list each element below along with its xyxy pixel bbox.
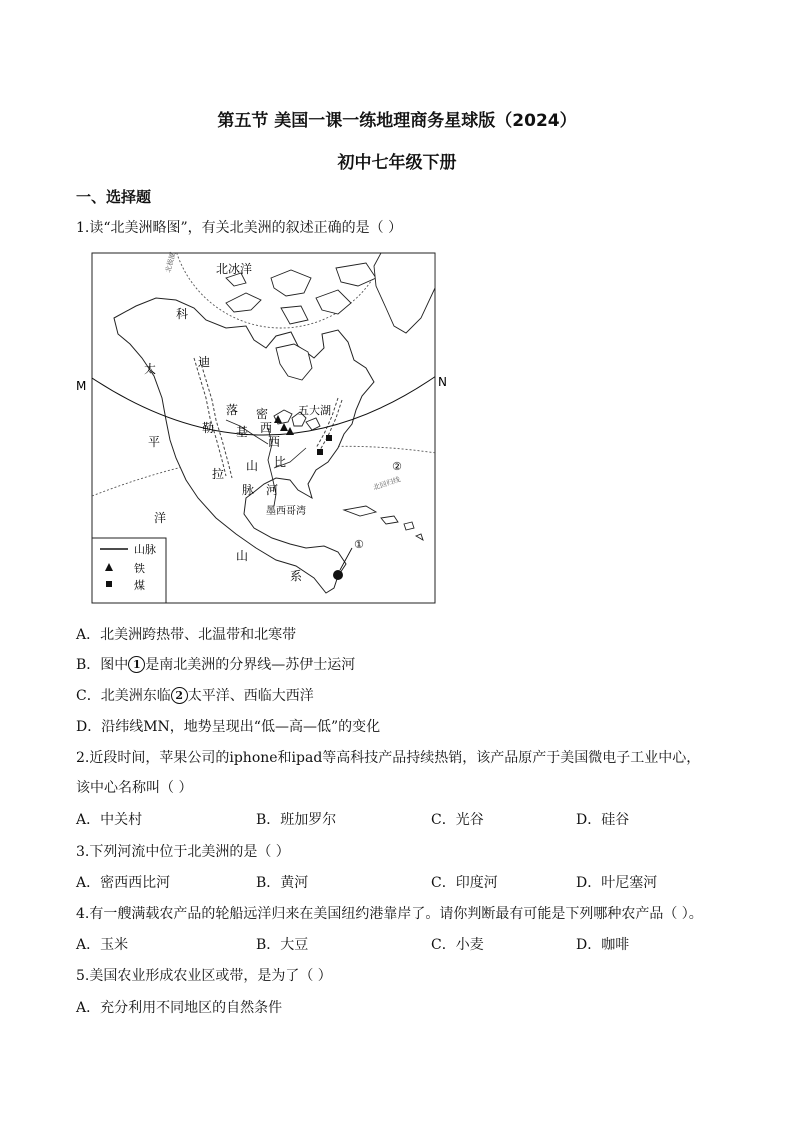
map-label-mai: 脉 [242,483,255,497]
question-1-stem: 1.读“北美洲略图”，有关北美洲的叙述正确的是（ ） [76,220,403,236]
question-5-stem: 5.美国农业形成农业区或带，是为了（ ） [76,968,332,984]
q5-option-a[interactable]: A．充分利用不同地区的自然条件 [76,1000,283,1016]
map-label-xi-sys: 系 [290,569,303,583]
page-subtitle: 初中七年级下册 [337,153,457,173]
q3-option-c[interactable]: C．印度河 [431,875,498,891]
map-label-yang: 洋 [154,511,167,525]
q3-option-b[interactable]: B．黄河 [256,875,309,891]
q1-option-b-text: 是南北美洲的分界线—苏伊士运河 [145,657,356,673]
map-label-shan2: 山 [236,549,249,563]
coal-marker [326,435,332,441]
map-label-ping: 平 [148,435,161,449]
map-label-di: 迪 [198,355,211,369]
q3-option-a[interactable]: A．密西西比河 [76,875,171,891]
q1-option-b[interactable] [76,654,355,674]
north-america-map [76,248,446,608]
question-4-stem: 4.有一艘满载农产品的轮船远洋归来在美国纽约港靠岸了。请你判断最有可能是下列哪种农产品（ ）。 [76,906,703,922]
panama-dot [333,570,343,580]
legend-coal-symbol [106,581,112,587]
map-label-five-lakes: 五大湖 [298,404,331,417]
q4-option-c[interactable]: C．小麦 [431,937,484,953]
map-label-la: 拉 [212,467,225,481]
q1-option-b-prefix: B．图中 [76,657,129,673]
q1-option-a[interactable]: A．北美洲跨热带、北温带和北寒带 [76,627,297,643]
map-label-north-ocean: 北冰洋 [216,262,253,276]
q4-option-b[interactable]: B．大豆 [256,937,309,953]
map-label-mi: 密 [256,407,269,421]
map-label-circle-2: ② [392,460,402,473]
question-2-stem-line1: 2.近段时间，苹果公司的iphone和ipad等高科技产品持续热销，该产品原产于美国微电子工业中心， [76,750,701,766]
map-label-M: M [76,379,87,393]
map-label-gulf-mexico: 墨西哥湾 [266,506,306,517]
q1-option-c[interactable] [76,685,314,705]
map-label-arctic-circle: 北极圈 [164,251,178,274]
q2-option-d[interactable]: D．硅谷 [576,812,630,828]
map-label-circle-1: ① [354,538,364,551]
circle-2-mark: 2 [171,687,188,704]
question-2-stem-line2: 该中心名称叫（ ） [76,780,193,796]
map-label-he: 河 [266,483,279,497]
map-label-shan: 山 [246,459,259,473]
map-label-ke: 科 [176,307,189,321]
q4-option-a[interactable]: A．玉米 [76,937,129,953]
legend-iron-label: 铁 [134,562,145,575]
coal-marker [317,449,323,455]
map-label-luo: 落 [226,403,239,417]
q1-option-d[interactable]: D．沿纬线MN，地势呈现出“低—高—低”的变化 [76,719,381,735]
map-label-xi2: 西 [268,435,281,449]
q2-option-c[interactable]: C．光谷 [431,812,484,828]
question-3-stem: 3.下列河流中位于北美洲的是（ ） [76,844,290,860]
map-label-ji: 基 [236,425,249,439]
q4-option-d[interactable]: D．咖啡 [576,937,630,953]
q2-option-b[interactable]: B．班加罗尔 [256,812,337,828]
q3-option-d[interactable]: D．叶尼塞河 [576,875,658,891]
legend-coal-label: 煤 [134,579,145,592]
map-label-le: 勒 [202,421,215,435]
page-title: 第五节 美国一课一练地理商务星球版（2024） [217,111,577,131]
q2-option-a[interactable]: A．中关村 [76,812,143,828]
q1-option-c-prefix: C．北美洲东临 [76,688,171,704]
circle-1-mark: 1 [128,656,145,673]
map-label-xi1: 西 [260,421,273,435]
map-label-tai: 太 [144,362,157,376]
section-heading: 一、选择题 [76,188,152,206]
legend-mountain-label: 山脉 [134,543,156,556]
q1-option-c-text: 太平洋、西临大西洋 [187,688,314,704]
map-label-N: N [438,375,447,389]
map-label-tropic: 北回归线 [372,475,402,492]
map-label-bi: 比 [274,455,287,469]
